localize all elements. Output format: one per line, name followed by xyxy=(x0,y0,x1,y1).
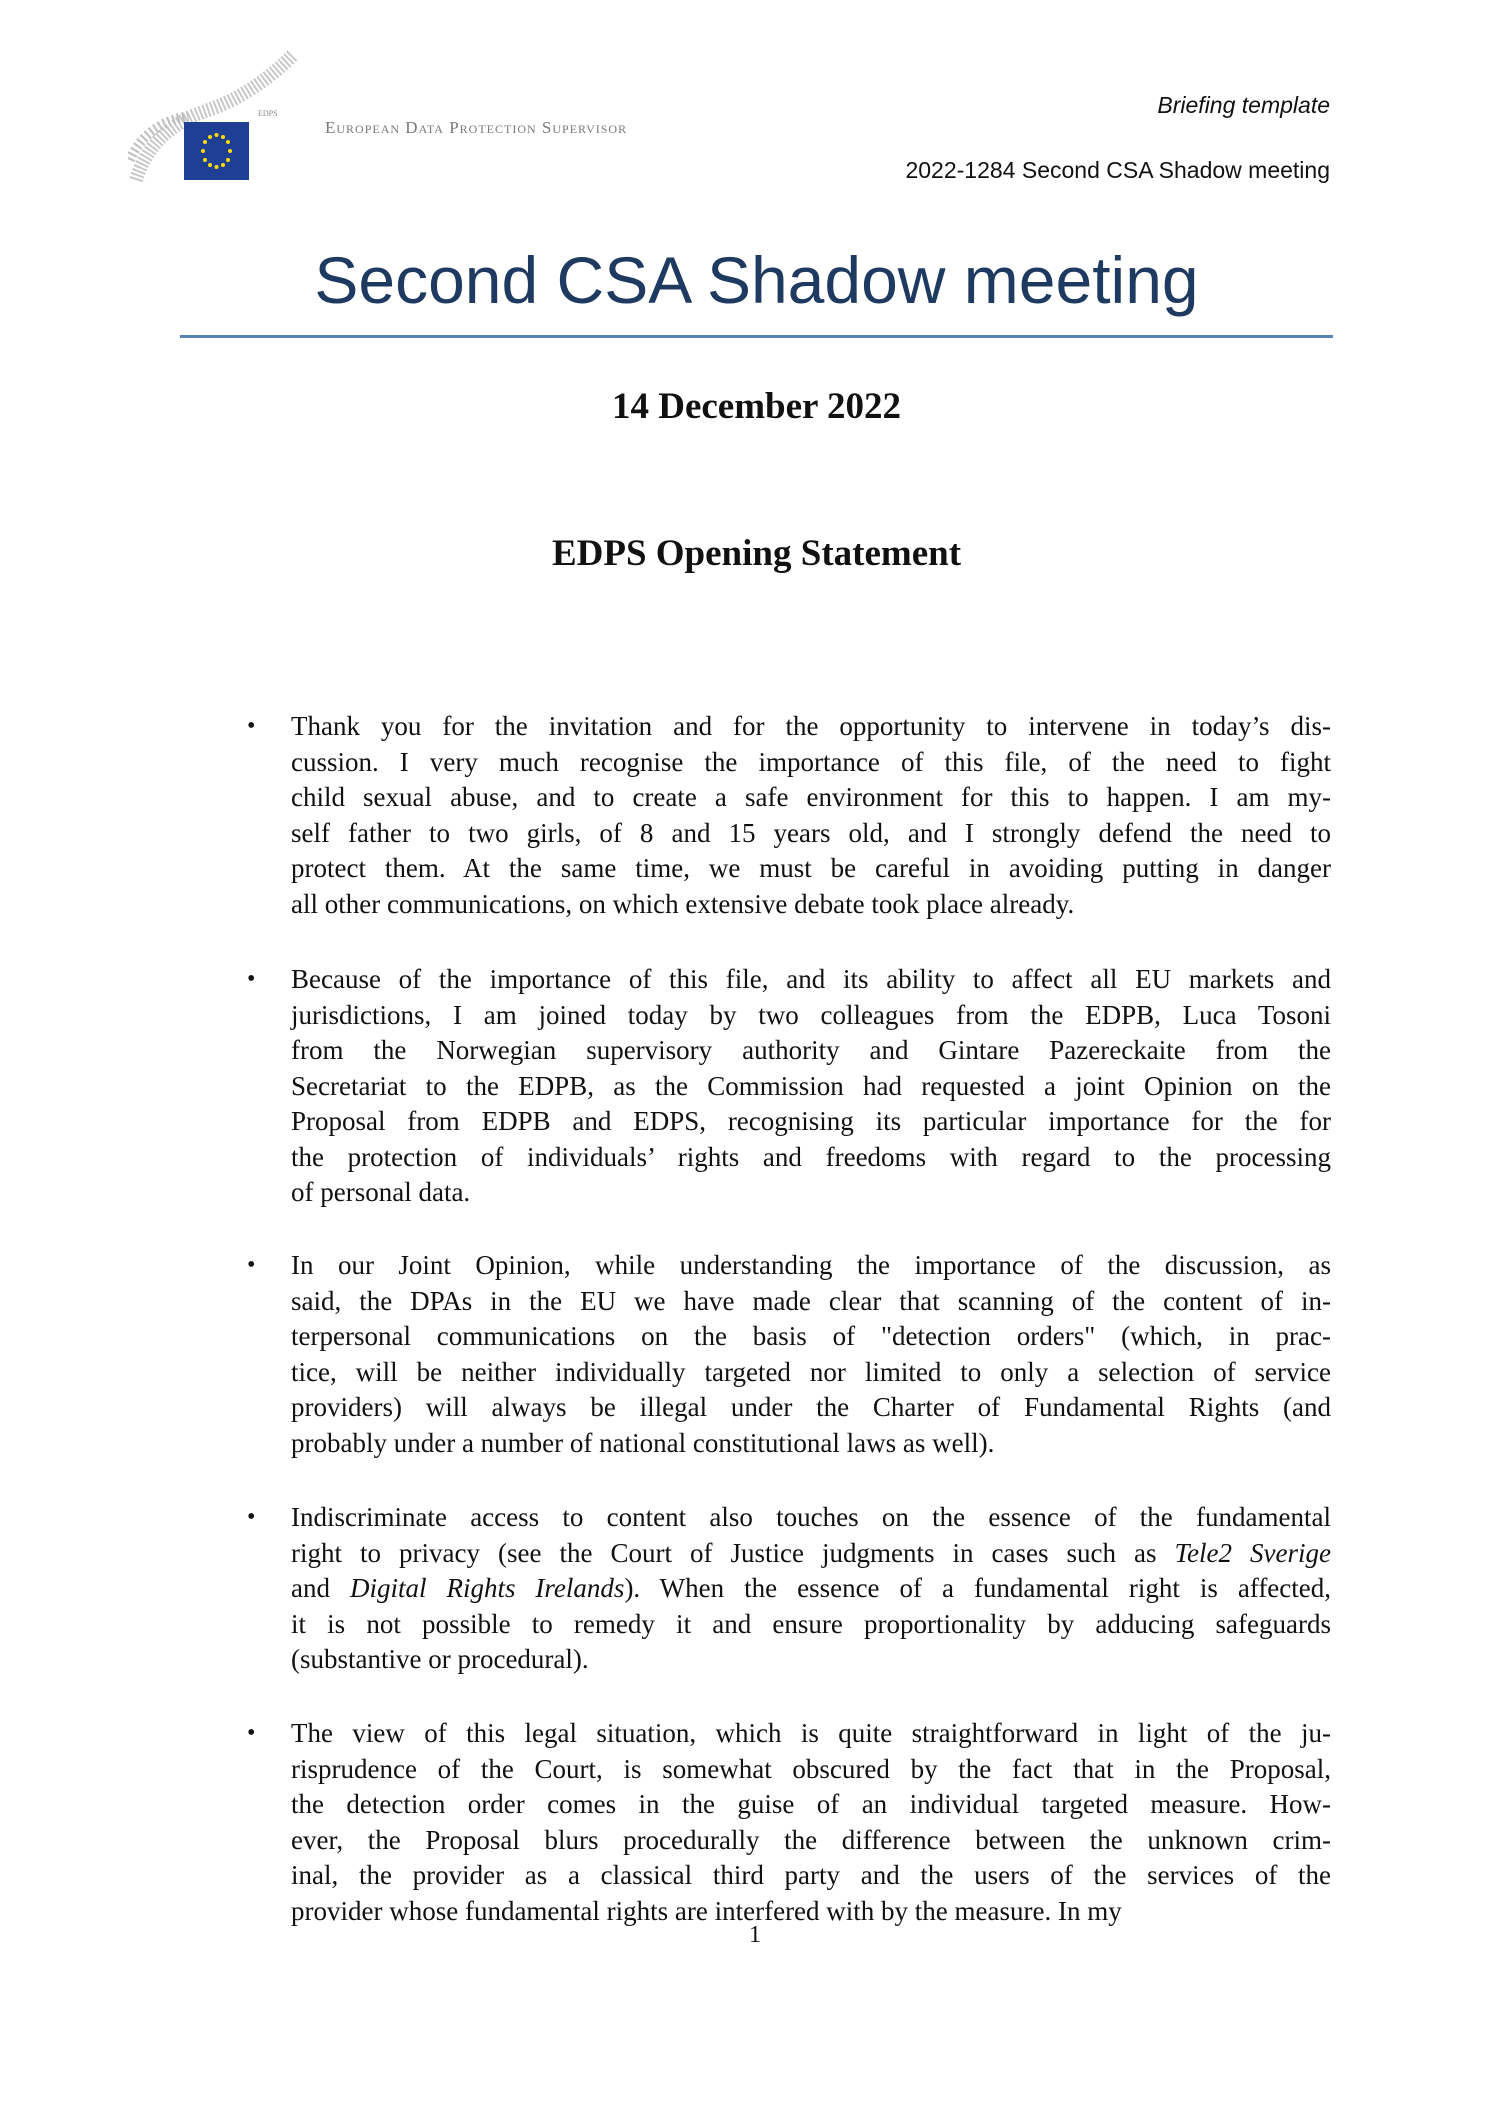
text-line: the detection order comes in the guise of an individual targeted measure. How- xyxy=(291,1789,1331,1819)
text-line: terpersonal communications on the basis of "detection orders" (which, in prac- xyxy=(291,1321,1331,1351)
text-segment: right to privacy (see the Court of Justice judgments in cases such as xyxy=(291,1537,1175,1568)
text-line: child sexual abuse, and to create a safe environment for this to happen. I am my- xyxy=(291,782,1331,812)
text-line: Indiscriminate access to content also touches on the essence of the fundamental xyxy=(291,1502,1331,1532)
text-line: risprudence of the Court, is somewhat obscured by the fact that in the Proposal, xyxy=(291,1753,1331,1784)
text-line: said, the DPAs in the EU we have made clear that scanning of the content of in- xyxy=(291,1285,1331,1316)
text-line: (substantive or procedural). xyxy=(291,1644,589,1674)
bullet-paragraph xyxy=(247,1716,1331,1929)
text-line: of personal data. xyxy=(291,1177,471,1207)
edps-logo xyxy=(128,50,300,190)
text-line: ever, the Proposal blurs procedurally the difference between the unknown crim- xyxy=(291,1824,1331,1855)
text-line: probably under a number of national constitutional laws as well). xyxy=(291,1427,995,1458)
bullet-icon: • xyxy=(247,966,256,992)
text-line: the protection of individuals’ rights and freedoms with regard to the processing xyxy=(291,1141,1331,1172)
bullet-paragraph xyxy=(247,1248,1331,1461)
text-line: self father to two girls, of 8 and 15 years old, and I strongly defend the need to xyxy=(291,817,1331,848)
document-type: Briefing template xyxy=(1157,92,1330,118)
case-name: Digital Rights Irelands xyxy=(349,1573,625,1603)
text-line: tice, will be neither individually targeted nor limited to only a selection of service xyxy=(291,1356,1331,1387)
text-segment: ). When the essence of a fundamental right is affected, xyxy=(624,1573,1332,1603)
text-line: all other communications, on which extensive debate took place already. xyxy=(291,888,1075,919)
text-line: Thank you for the invitation and for the opportunity to intervene in today’s dis- xyxy=(291,711,1331,741)
text-line: provider whose fundamental rights are interfered with by the measure. In my xyxy=(291,1895,1122,1926)
organization-name: European Data Protection Supervisor xyxy=(325,118,628,137)
text-line: In our Joint Opinion, while understanding the importance of the discussion, as xyxy=(291,1250,1331,1280)
text-line: cussion. I very much recognise the importance of this file, of the need to fight xyxy=(291,746,1331,777)
case-name: Tele2 Sverige xyxy=(1174,1537,1331,1568)
text-line: protect them. At the same time, we must be careful in avoiding putting in danger xyxy=(291,853,1331,883)
text-line: Secretariat to the EDPB, as the Commission had requested a joint Opinion on the xyxy=(291,1070,1331,1101)
bullet-paragraph xyxy=(247,1500,1332,1678)
text-line xyxy=(291,1571,1331,1607)
document-reference: 2022-1284 Second CSA Shadow meeting xyxy=(905,157,1330,183)
bullet-paragraph xyxy=(247,709,1331,922)
text-line: providers) will always be illegal under the Charter of Fundamental Rights (and xyxy=(291,1392,1331,1422)
text-line: jurisdictions, I am joined today by two colleagues from the EDPB, Luca Tosoni xyxy=(291,999,1331,1030)
text-line: inal, the provider as a classical third party and the users of the services of the xyxy=(291,1860,1331,1890)
text-line: Proposal from EDPB and EDPS, recognising its particular importance for the for xyxy=(291,1106,1331,1136)
bullet-icon: • xyxy=(247,1252,256,1278)
bullet-icon: • xyxy=(247,713,256,739)
section-heading: EDPS Opening Statement xyxy=(551,533,962,574)
text-line xyxy=(291,1536,1331,1572)
bullet-icon: • xyxy=(247,1504,256,1530)
bullet-icon: • xyxy=(247,1720,256,1746)
text-line: Because of the importance of this file, and its ability to affect all EU markets and xyxy=(291,964,1331,994)
text-line: from the Norwegian supervisory authority and Gintare Pazereckaite from the xyxy=(291,1035,1331,1065)
text-line: The view of this legal situation, which is quite straightforward in light of the ju- xyxy=(291,1718,1331,1748)
text-segment: and xyxy=(291,1573,350,1603)
meeting-date: 14 December 2022 xyxy=(611,386,902,427)
svg-text:EDPS: EDPS xyxy=(258,109,278,118)
text-line: it is not possible to remedy it and ensure proportionality by adducing safeguards xyxy=(291,1608,1331,1639)
page-number: 1 xyxy=(749,1922,761,1948)
title-rule xyxy=(180,335,1333,338)
document-title: Second CSA Shadow meeting xyxy=(314,243,1199,317)
bullet-paragraph xyxy=(247,962,1331,1211)
